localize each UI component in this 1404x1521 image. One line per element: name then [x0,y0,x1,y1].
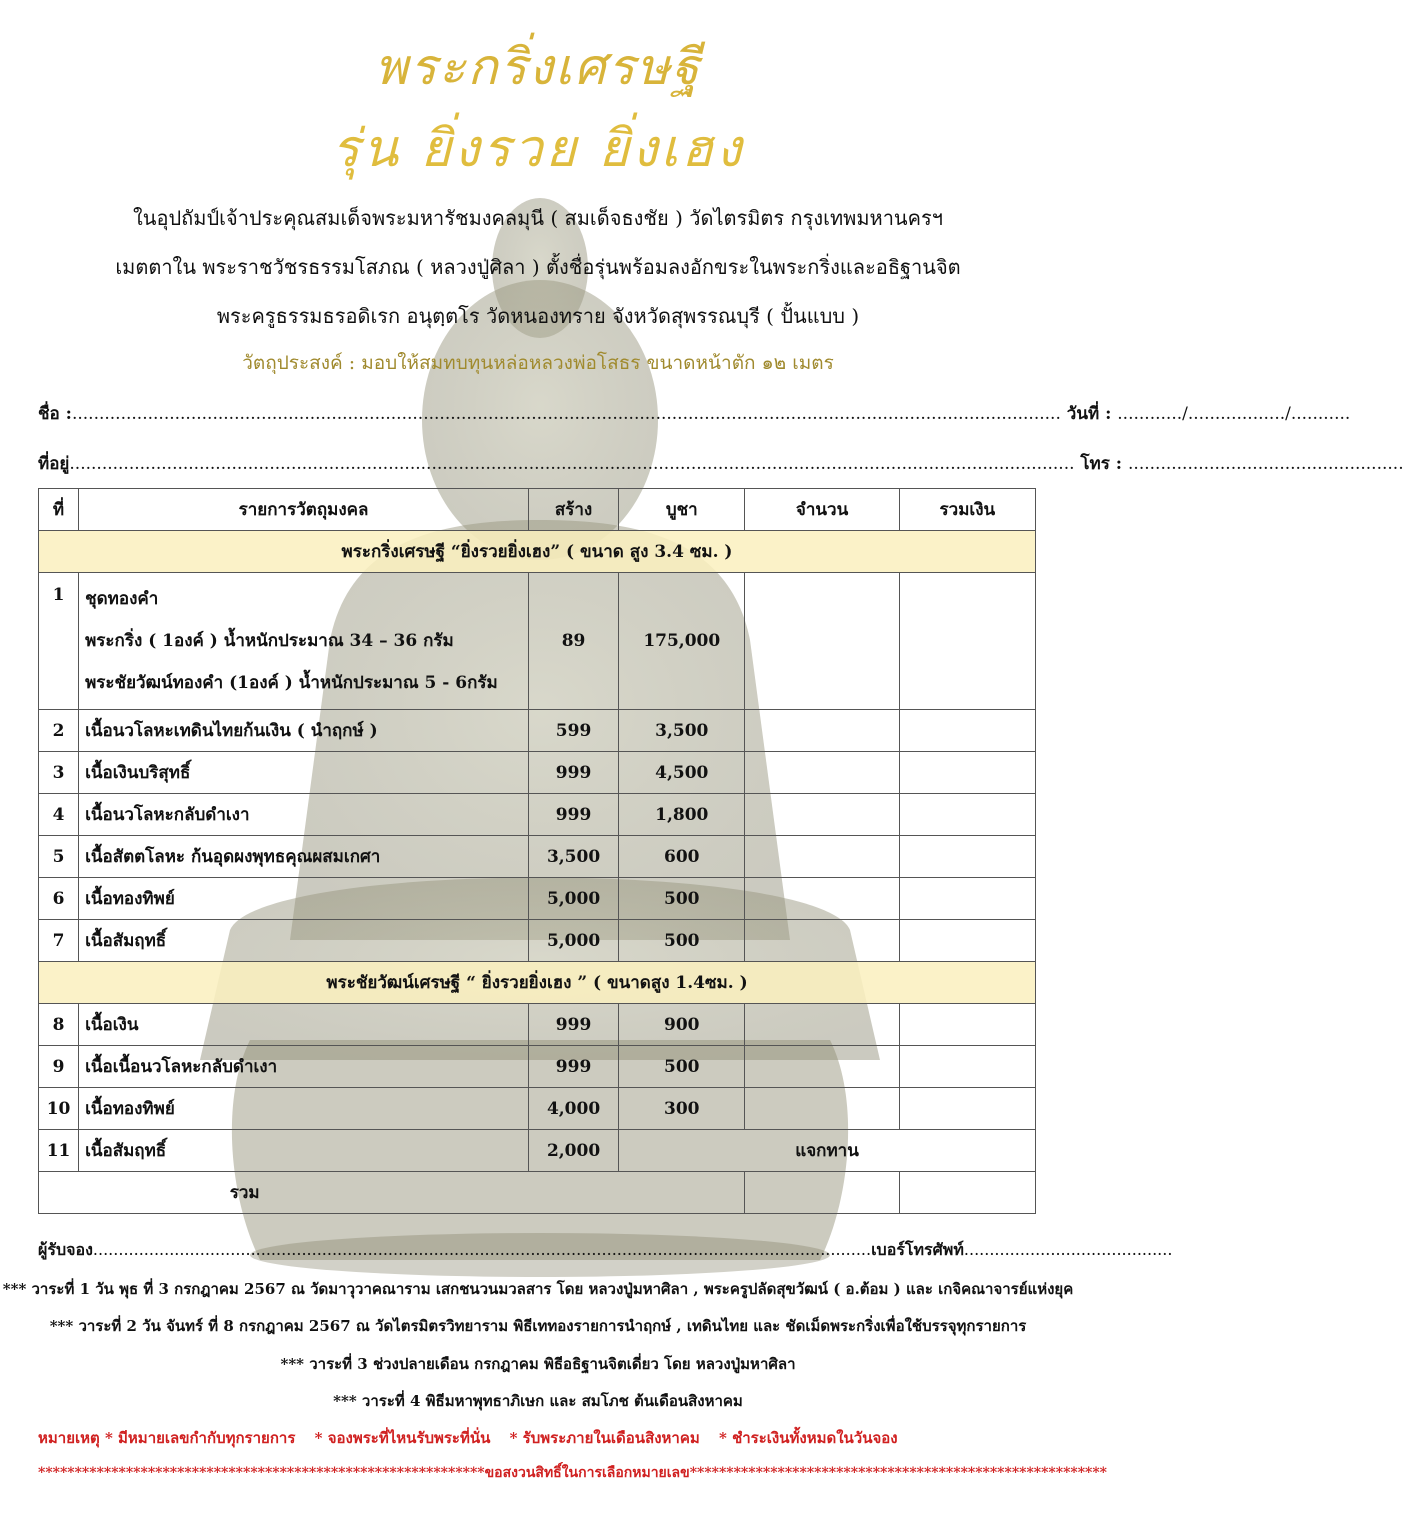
schedule-line-2: *** วาระที่ 2 วัน จันทร์ ที่ 8 กรกฎาคม 2567 ณ วัดไตรมิตรวิทยาราม พิธีเททองรายการนำฤกษ์ , เทดินไทย และ ชัดเม็ดพระกริ่งเพื่อใช้บรรจุทุกรายการ [49,1317,1027,1335]
row-amount-input[interactable] [745,752,899,794]
header-item: รายการวัตถุมงคล [79,489,529,531]
schedule-line-3: *** วาระที่ 3 ช่วงปลายเดือน กรกฎาคม พิธีอธิฐานจิตเดี่ยว โดย หลวงปู่มหาศิลา [280,1355,796,1373]
row-no: 1 [39,573,79,710]
stars-left: ************************************************************* [38,1465,485,1481]
date-label: วันที่ : [1066,404,1112,424]
header-qty: สร้าง [528,489,618,531]
item1-line2: พระกริ่ง ( 1องค์ ) น้ำหนักประมาณ 34 – 36 กรัม [85,631,454,651]
table-row [39,573,1036,710]
table-row [39,878,1036,920]
row-qty: 999 [528,1004,618,1046]
schedule-line-4: *** วาระที่ 4 พิธีมหาพุทธาภิเษก และ สมโภช ต้นเดือนสิงหาคม [333,1392,743,1410]
note-1: หมายเหตุ * มีหมายเลขกำกับทุกรายการ [38,1429,296,1447]
section1-title: พระกริ่งเศรษฐี “ยิ่งรวยยิ่งเฮง” ( ขนาด สูง 3.4 ซม. ) [39,531,1036,573]
row-price: 600 [619,836,745,878]
header-total: รวมเงิน [899,489,1035,531]
section-row-2 [39,962,1036,1004]
row-price: 500 [619,1046,745,1088]
row-no: 3 [39,752,79,794]
section-row-1 [39,531,1036,573]
row-no: 4 [39,794,79,836]
item1-line1: ชุดทองคำ [85,589,159,609]
table-row [39,752,1036,794]
table-row [39,920,1036,962]
row-amount-input[interactable] [745,836,899,878]
name-label: ชื่อ : [38,404,72,424]
row-item [79,573,529,710]
row-qty: 89 [528,573,618,710]
row-no: 2 [39,710,79,752]
row-total-input[interactable] [899,1004,1035,1046]
row-item: เนื้อเนื้อนวโลหะกลับดำเงา [79,1046,529,1088]
receiver-row [38,1238,1173,1263]
order-table [38,488,1036,1214]
schedule-line-1: *** วาระที่ 1 วัน พุธ ที่ 3 กรกฎาคม 2567 ณ วัดมาวุวาคณาราม เสกชนวนมวลสาร โดย หลวงปู่มหาศิลา , พระครูปลัดสุขวัฒน์ ( อ.ต้อม ) และ เกจิคณาจารย์แห่งยุค [2,1280,1074,1298]
note-2: * จองพระที่ไหนรับพระที่นั่น [314,1429,491,1447]
intro-line-3: พระครูธรรมธรอดิเรก อนุตฺตโร วัดหนองทราย จังหวัดสุพรรณบุรี ( ปั้นแบบ ) [216,304,860,328]
phone-field[interactable]: ................................................... [1128,454,1404,474]
row-no: 6 [39,878,79,920]
row-item: เนื้อเงิน [79,1004,529,1046]
address-field[interactable]: .......................................................................................................................................................................................... [69,454,1075,474]
row-price: 4,500 [619,752,745,794]
header-amount: จำนวน [745,489,899,531]
row-amount-input[interactable] [745,1046,899,1088]
table-row [39,1088,1036,1130]
row-amount-input[interactable] [745,920,899,962]
row-price: 175,000 [619,573,745,710]
date-field[interactable]: ............/................../........... [1117,404,1351,424]
row-price: 3,500 [619,710,745,752]
row-item: เนื้อทองทิพย์ [79,1088,529,1130]
row-qty: 3,500 [528,836,618,878]
title-line1: พระกริ่งเศรษฐี [374,38,702,96]
receiver-field[interactable]: ......................................................................................................................................................... [92,1240,872,1259]
row-qty: 999 [528,794,618,836]
row-qty: 999 [528,752,618,794]
table-row [39,1004,1036,1046]
address-field-row [38,450,1404,477]
intro-line-2: เมตตาใน พระราชวัชรธรรมโสภณ ( หลวงปู่ศิลา ) ตั้งชื่อรุ่นพร้อมลงอักขระในพระกริ่งและอธิฐานจิต [115,255,961,279]
note-3: * รับพระภายในเดือนสิงหาคม [509,1429,700,1447]
row-qty: 4,000 [528,1088,618,1130]
row-qty: 2,000 [528,1130,618,1172]
row-total-input[interactable] [899,710,1035,752]
name-field[interactable]: ....................................................................................................................................................................................... [71,404,1061,424]
row-no: 9 [39,1046,79,1088]
row-item: เนื้อสัมฤทธิ์ [79,920,529,962]
row-qty: 599 [528,710,618,752]
row-qty: 999 [528,1046,618,1088]
row-no: 11 [39,1130,79,1172]
name-field-row [38,400,1350,427]
row-amount-input[interactable] [745,573,899,710]
total-row [39,1172,1036,1214]
purpose-text: วัตถุประสงค์ : มอบให้สมทบทุนหล่อหลวงพ่อโสธร ขนาดหน้าตัก ๑๒ เมตร [242,352,834,374]
row-amount-input[interactable] [745,1004,899,1046]
intro-line-1: ในอุปถัมป์เจ้าประคุณสมเด็จพระมหารัชมงคลมุนี ( สมเด็จธงชัย ) วัดไตรมิตร กรุงเทพมหานครฯ [133,206,943,230]
receiver-phone-label: เบอร์โทรศัพท์ [871,1240,964,1259]
row-total-input[interactable] [899,752,1035,794]
row-no: 7 [39,920,79,962]
row-item: เนื้อนวโลหะเทดินไทยก้นเงิน ( นำฤกษ์ ) [79,710,529,752]
row-no: 8 [39,1004,79,1046]
row-total-input[interactable] [899,1088,1035,1130]
row-price: 500 [619,920,745,962]
row-amount-input[interactable] [745,794,899,836]
row-amount-input[interactable] [745,710,899,752]
section2-title: พระชัยวัฒน์เศรษฐี “ ยิ่งรวยยิ่งเฮง ” ( ขนาดสูง 1.4ซม. ) [39,962,1036,1004]
header-no: ที่ [39,489,79,531]
row-item: เนื้อสัตตโลหะ ก้นอุดผงพุทธคุณผสมเกศา [79,836,529,878]
table-header-row [39,489,1036,531]
receiver-label: ผู้รับจอง [38,1240,93,1259]
table-row [39,836,1036,878]
stars-right: ********************************************************* [689,1465,1108,1481]
row-item: เนื้อทองทิพย์ [79,878,529,920]
notes-row [38,1426,912,1450]
receiver-phone-field[interactable]: ......................................... [963,1240,1173,1259]
address-label: ที่อยู่ [38,454,70,474]
row-total-input[interactable] [899,920,1035,962]
row-price: 300 [619,1088,745,1130]
reserve-note-row [38,1462,1108,1484]
title-line2: รุ่น ยิ่งรวย ยิ่งเฮง [331,119,745,179]
item1-line3: พระชัยวัฒน์ทองคำ (1องค์ ) น้ำหนักประมาณ 5 - 6กรัม [85,673,498,693]
table-row [39,794,1036,836]
row-total-input[interactable] [899,1046,1035,1088]
row-total-input[interactable] [899,836,1035,878]
total-sum-input[interactable] [899,1172,1035,1214]
table-row [39,1046,1036,1088]
phone-label: โทร : [1080,454,1123,474]
row-no: 10 [39,1088,79,1130]
total-amount-input[interactable] [745,1172,899,1214]
row-total-input[interactable] [899,878,1035,920]
row-amount-input[interactable] [745,1088,899,1130]
row-qty: 5,000 [528,920,618,962]
row-price: 500 [619,878,745,920]
row-item: เนื้อนวโลหะกลับดำเงา [79,794,529,836]
row-price: 1,800 [619,794,745,836]
row-price: 900 [619,1004,745,1046]
total-label: รวม [39,1172,745,1214]
row-amount-input[interactable] [745,878,899,920]
row-item: เนื้อเงินบริสุทธิ์ [79,752,529,794]
reserve-note: ขอสงวนสิทธิ์ในการเลือกหมายเลข [484,1465,690,1481]
row-total-input[interactable] [899,573,1035,710]
row-total-input[interactable] [899,794,1035,836]
header-price: บูชา [619,489,745,531]
note-4: * ชำระเงินทั้งหมดในวันจอง [719,1429,898,1447]
row-no: 5 [39,836,79,878]
table-row [39,710,1036,752]
row-item: เนื้อสัมฤทธิ์ [79,1130,529,1172]
giveaway-note: แจกทาน [619,1130,1036,1172]
table-row [39,1130,1036,1172]
row-qty: 5,000 [528,878,618,920]
